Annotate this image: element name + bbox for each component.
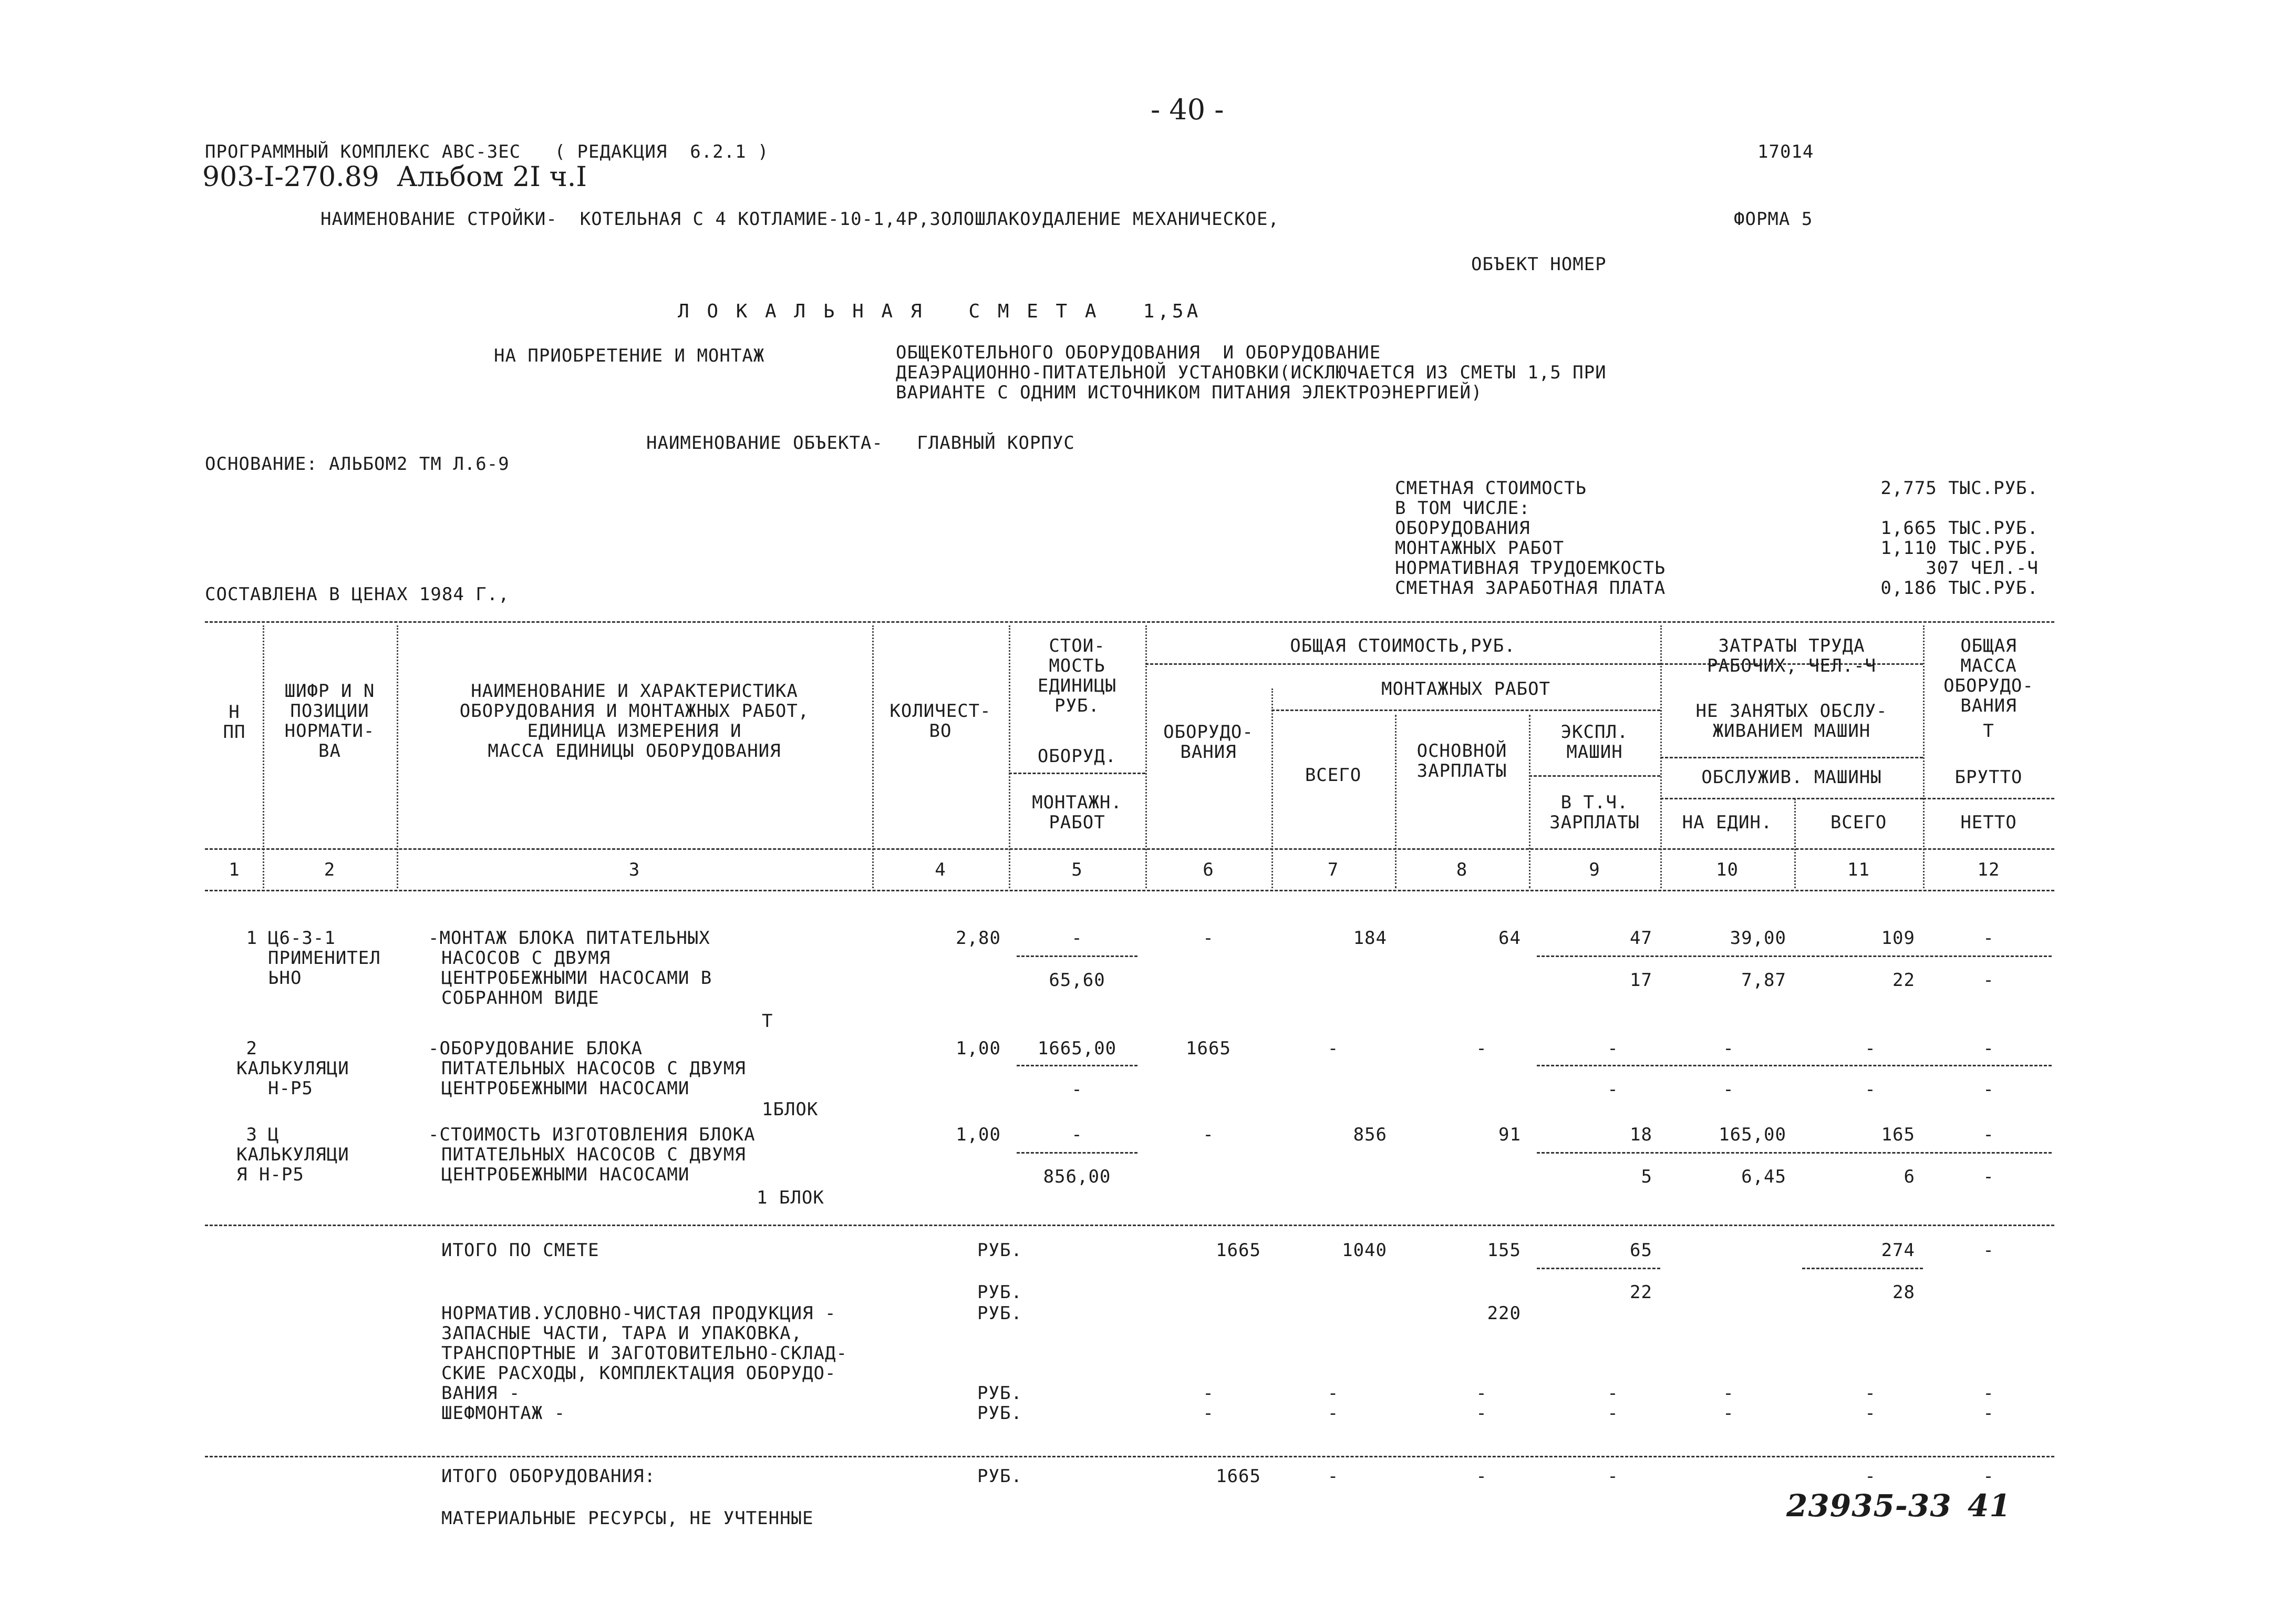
empty-value: -	[1865, 1466, 1876, 1487]
column-number: 1	[229, 859, 240, 880]
equipment-total-label: ИТОГО ОБОРУДОВАНИЯ:	[441, 1466, 656, 1487]
col-header-netto: НЕТТО	[1960, 812, 2017, 833]
header-inner-rule	[1660, 798, 1923, 799]
compiled-prices: СОСТАВЛЕНА В ЦЕНАХ 1984 Г.,	[205, 584, 510, 605]
row-number: 2	[246, 1038, 257, 1059]
col-header-total: ВСЕГО	[1305, 765, 1362, 786]
page-number: - 40 -	[1151, 93, 1224, 126]
col-header-machines: МАШИН	[1566, 742, 1623, 763]
totals-total: 1040	[1342, 1240, 1387, 1261]
handwritten-page-number: 41	[1968, 1488, 2011, 1524]
row-brutto: -	[1983, 928, 1994, 949]
album-reference: 903-I-270.89 Альбом 2I ч.I	[202, 161, 587, 193]
row-unit: 1 БЛОК	[757, 1187, 824, 1208]
row-price-equipment: -	[1071, 928, 1083, 949]
purpose-line: ВАРИАНТЕ С ОДНИМ ИСТОЧНИКОМ ПИТАНИЯ ЭЛЕКТРОЭНЕРГИЕЙ)	[896, 382, 1483, 403]
col-header-per-unit: НА ЕДИН.	[1682, 812, 1773, 833]
col-header-qty: КОЛИЧЕСТ-	[890, 701, 991, 722]
col-header-price: РУБ.	[1054, 695, 1100, 716]
summary-label: СМЕТНАЯ СТОИМОСТЬ	[1395, 478, 1587, 499]
estimate-title: Л О К А Л Ь Н А Я С М Е Т А 1,5А	[678, 301, 1202, 322]
col-header-price: ОБОРУД.	[1037, 746, 1117, 767]
totals-unit: РУБ.	[977, 1240, 1022, 1261]
header-inner-rule	[1009, 773, 1145, 774]
normative-line: ВАНИЯ -	[441, 1383, 521, 1404]
col-header-labor: НЕ ЗАНЯТЫХ ОБСЛУ-	[1695, 701, 1888, 722]
normative-unit: РУБ.	[977, 1303, 1022, 1324]
normative-unit: РУБ.	[977, 1403, 1022, 1424]
row-price-equipment: -	[1071, 1124, 1083, 1145]
summary-value: 2,775 ТЫС.РУБ.	[1880, 478, 2039, 499]
row-name: ПИТАТЕЛЬНЫХ НАСОСОВ С ДВУМЯ	[441, 1144, 746, 1165]
normative-line: ЗАПАСНЫЕ ЧАСТИ, ТАРА И УПАКОВКА,	[441, 1323, 803, 1344]
row-machines: 18	[1630, 1124, 1652, 1145]
col-header-price: МОСТЬ	[1049, 655, 1105, 676]
totals-labor: 274	[1881, 1240, 1915, 1261]
col-header-equipment: ОБОРУДО-	[1163, 722, 1254, 743]
row-qty: 1,00	[956, 1038, 1001, 1059]
row-name: НАСОСОВ С ДВУМЯ	[441, 948, 611, 969]
header-rule	[205, 848, 2054, 850]
row-name: -СТОИМОСТЬ ИЗГОТОВЛЕНИЯ БЛОКА	[428, 1124, 756, 1145]
row-unit: 1БЛОК	[762, 1099, 819, 1120]
row-salary: 91	[1498, 1124, 1521, 1145]
col-header-code: ШИФР И N	[284, 681, 375, 702]
col-header-qty: ВО	[929, 721, 952, 742]
empty-value: -	[1983, 1383, 1994, 1404]
empty-value: -	[1983, 1403, 1994, 1424]
col-header-mass: МАССА	[1960, 655, 2017, 676]
row-labor-unit: 6,45	[1741, 1166, 1786, 1187]
summary-value: 1,110 ТЫС.РУБ.	[1880, 538, 2039, 559]
row-labor-unit: -	[1723, 1038, 1734, 1059]
col-header-price: РАБОТ	[1049, 812, 1105, 833]
table-top-rule	[205, 621, 2054, 623]
row-labor-total: -	[1865, 1079, 1876, 1100]
normative-unit: РУБ.	[977, 1383, 1022, 1404]
col-header-mass: ОБОРУДО-	[1943, 675, 2034, 696]
col-header-salary: ЗАРПЛАТЫ	[1416, 760, 1507, 782]
row-salary: -	[1476, 1038, 1487, 1059]
empty-value: -	[1476, 1466, 1487, 1487]
col-header-machines: В Т.Ч.	[1560, 792, 1629, 813]
empty-value: -	[1607, 1383, 1619, 1404]
summary-value: 0,186 ТЫС.РУБ.	[1880, 578, 2039, 599]
totals-machines: 65	[1630, 1240, 1652, 1261]
purpose-line: ОБЩЕКОТЕЛЬНОГО ОБОРУДОВАНИЯ И ОБОРУДОВАНИЕ	[896, 342, 1381, 363]
summary-label: В ТОМ ЧИСЛЕ:	[1395, 498, 1530, 519]
row-labor-unit: 7,87	[1741, 970, 1786, 991]
cell-divider	[1017, 1065, 1137, 1066]
column-number: 9	[1589, 859, 1600, 880]
summary-label: СМЕТНАЯ ЗАРАБОТНАЯ ПЛАТА	[1395, 578, 1666, 599]
empty-value: -	[1327, 1383, 1339, 1404]
row-price-equipment: 1665,00	[1037, 1038, 1117, 1059]
row-brutto: -	[1983, 1038, 1994, 1059]
row-code: КАЛЬКУЛЯЦИ	[236, 1144, 349, 1165]
col-header-price: СТОИ-	[1049, 635, 1105, 656]
row-machines: 47	[1630, 928, 1652, 949]
purpose-label: НА ПРИОБРЕТЕНИЕ И МОНТАЖ	[494, 345, 765, 366]
totals-equipment: 1665	[1216, 1240, 1261, 1261]
col-header-name: НАИМЕНОВАНИЕ И ХАРАКТЕРИСТИКА	[471, 681, 798, 702]
col-header-name: ОБОРУДОВАНИЯ И МОНТАЖНЫХ РАБОТ,	[459, 701, 810, 722]
object-number: ОБЪЕКТ НОМЕР	[1471, 254, 1607, 275]
col-header-mass: ВАНИЯ	[1960, 695, 2017, 716]
header-inner-rule	[1145, 663, 1660, 665]
col-header-machines: ЭКСПЛ.	[1560, 722, 1629, 743]
header-inner-rule	[1660, 757, 1923, 758]
empty-value: -	[1203, 1403, 1214, 1424]
normative-line: ШЕФМОНТАЖ -	[441, 1403, 566, 1424]
row-name: ЦЕНТРОБЕЖНЫМИ НАСОСАМИ В	[441, 968, 712, 989]
cell-divider	[1537, 955, 2052, 957]
row-netto: -	[1983, 970, 1994, 991]
row-code: Я Н-Р5	[236, 1164, 304, 1185]
column-divider	[1271, 688, 1273, 888]
cell-divider	[1537, 1065, 2052, 1066]
col-header-mass: Т	[1983, 721, 1994, 742]
summary-label: МОНТАЖНЫХ РАБОТ	[1395, 538, 1565, 559]
summary-value: 1,665 ТЫС.РУБ.	[1880, 518, 2039, 539]
row-machines: -	[1607, 1038, 1619, 1059]
row-name: ЦЕНТРОБЕЖНЫМИ НАСОСАМИ	[441, 1078, 690, 1099]
totals-machines-salary: 22	[1630, 1282, 1652, 1303]
col-header-labor-total: ВСЕГО	[1830, 812, 1887, 833]
row-name: -ОБОРУДОВАНИЕ БЛОКА	[428, 1038, 643, 1059]
empty-value: -	[1865, 1383, 1876, 1404]
summary-label: НОРМАТИВНАЯ ТРУДОЕМКОСТЬ	[1395, 558, 1666, 579]
header-inner-rule	[1529, 775, 1660, 777]
handwritten-archive-number: 23935-33	[1786, 1488, 1952, 1524]
col-header-mass: ОБЩАЯ	[1960, 635, 2017, 656]
construction-name: НАИМЕНОВАНИЕ СТРОЙКИ- КОТЕЛЬНАЯ С 4 КОТЛАМИЕ-10-1,4Р,ЗОЛОШЛАКОУДАЛЕНИЕ МЕХАНИЧЕСКОЕ,	[320, 209, 1279, 230]
row-qty: 2,80	[956, 928, 1001, 949]
column-number: 12	[1977, 859, 2000, 880]
row-labor-unit: -	[1723, 1079, 1734, 1100]
row-netto: -	[1983, 1166, 1994, 1187]
cell-divider	[1537, 1152, 2052, 1154]
empty-value: -	[1865, 1403, 1876, 1424]
normative-value: 220	[1487, 1303, 1521, 1324]
row-total: 856	[1353, 1124, 1387, 1145]
equipment-total-unit: РУБ.	[977, 1466, 1022, 1487]
summary-value: 307 ЧЕЛ.-Ч	[1926, 558, 2039, 579]
column-number: 4	[935, 859, 946, 880]
totals-label: ИТОГО ПО СМЕТЕ	[441, 1240, 599, 1261]
empty-value: -	[1607, 1403, 1619, 1424]
col-header-brutto: БРУТТО	[1954, 767, 2023, 788]
empty-value: -	[1607, 1466, 1619, 1487]
totals-mass: -	[1983, 1240, 1994, 1261]
empty-value: -	[1723, 1403, 1734, 1424]
col-header-salary: ОСНОВНОЙ	[1416, 741, 1507, 762]
column-number: 8	[1456, 859, 1468, 880]
col-header-num: Н	[229, 702, 240, 723]
col-header-equipment: ВАНИЯ	[1180, 742, 1237, 763]
row-name: -МОНТАЖ БЛОКА ПИТАТЕЛЬНЫХ	[428, 928, 710, 949]
object-name: НАИМЕНОВАНИЕ ОБЪЕКТА- ГЛАВНЫЙ КОРПУС	[646, 433, 1075, 454]
items-end-rule	[205, 1225, 2054, 1226]
column-number: 7	[1327, 859, 1339, 880]
column-number-rule	[205, 890, 2054, 891]
col-header-name: ЕДИНИЦА ИЗМЕРЕНИЯ И	[527, 721, 742, 742]
empty-value: -	[1327, 1466, 1339, 1487]
column-number: 6	[1203, 859, 1214, 880]
column-number: 2	[324, 859, 336, 880]
totals-rule	[205, 1456, 2054, 1457]
row-netto: -	[1983, 1079, 1994, 1100]
row-code: КАЛЬКУЛЯЦИ	[236, 1058, 349, 1079]
row-equipment: -	[1203, 928, 1214, 949]
column-number: 11	[1847, 859, 1870, 880]
row-number: 1	[246, 928, 257, 949]
row-number: 3	[246, 1124, 257, 1145]
col-header-labor: ЖИВАНИЕМ МАШИН	[1712, 721, 1871, 742]
col-header-machines: ЗАРПЛАТЫ	[1549, 812, 1640, 833]
row-name: СОБРАННОМ ВИДЕ	[441, 988, 599, 1009]
column-number: 3	[628, 859, 640, 880]
cell-divider	[1017, 955, 1137, 957]
cell-divider	[1537, 1268, 1660, 1269]
row-machines-salary: -	[1607, 1079, 1619, 1100]
empty-value: -	[1476, 1403, 1487, 1424]
col-header-num: ПП	[223, 722, 246, 743]
row-name: ЦЕНТРОБЕЖНЫМИ НАСОСАМИ	[441, 1164, 690, 1185]
empty-value: -	[1327, 1403, 1339, 1424]
col-header-price: ЕДИНИЦЫ	[1037, 675, 1117, 696]
program-line: ПРОГРАММНЫЙ КОМПЛЕКС АВС-3ЕС ( РЕДАКЦИЯ 6.2.1 )	[205, 141, 769, 162]
row-price-montage: 856,00	[1043, 1166, 1111, 1187]
row-labor-total: -	[1865, 1038, 1876, 1059]
row-code: ЬНО	[268, 968, 302, 989]
row-total: -	[1327, 1038, 1339, 1059]
row-equipment: -	[1203, 1124, 1214, 1145]
purpose-line: ДЕАЭРАЦИОННО-ПИТАТЕЛЬНОЙ УСТАНОВКИ(ИСКЛЮЧАЕТСЯ ИЗ СМЕТЫ 1,5 ПРИ	[896, 362, 1607, 383]
row-code: Ц6-3-1	[268, 928, 336, 949]
empty-value: -	[1723, 1383, 1734, 1404]
row-unit: Т	[762, 1011, 773, 1032]
normative-line: НОРМАТИВ.УСЛОВНО-ЧИСТАЯ ПРОДУКЦИЯ -	[441, 1303, 836, 1324]
row-labor-unit: 39,00	[1730, 928, 1786, 949]
row-code: ПРИМЕНИТЕЛ	[268, 948, 381, 969]
row-qty: 1,00	[956, 1124, 1001, 1145]
row-salary: 64	[1498, 928, 1521, 949]
row-price-montage: 65,60	[1049, 970, 1105, 991]
empty-value: -	[1203, 1383, 1214, 1404]
summary-label: ОБОРУДОВАНИЯ	[1395, 518, 1530, 539]
header-inner-rule	[1271, 710, 1660, 711]
row-labor-total: 109	[1881, 928, 1915, 949]
normative-line: ТРАНСПОРТНЫЕ И ЗАГОТОВИТЕЛЬНО-СКЛАД-	[441, 1343, 847, 1364]
row-labor-unit: 165,00	[1719, 1124, 1786, 1145]
col-header-code: НОРМАТИ-	[284, 721, 375, 742]
cell-divider	[1017, 1152, 1137, 1154]
footer-text: МАТЕРИАЛЬНЫЕ РЕСУРСЫ, НЕ УЧТЕННЫЕ	[441, 1508, 814, 1529]
normative-line: СКИЕ РАСХОДЫ, КОМПЛЕКТАЦИЯ ОБОРУДО-	[441, 1363, 836, 1384]
totals-salary: 155	[1487, 1240, 1521, 1261]
row-machines-salary: 17	[1630, 970, 1652, 991]
basis: ОСНОВАНИЕ: АЛЬБОМ2 ТМ Л.6-9	[205, 454, 510, 475]
totals-unit: РУБ.	[977, 1282, 1022, 1303]
column-number: 5	[1071, 859, 1083, 880]
col-header-price: МОНТАЖН.	[1032, 792, 1122, 813]
row-labor-total: 165	[1881, 1124, 1915, 1145]
col-header-name: МАССА ЕДИНИЦЫ ОБОРУДОВАНИЯ	[488, 741, 781, 762]
row-code: Ц	[268, 1124, 280, 1145]
empty-value: -	[1983, 1466, 1994, 1487]
col-header-total-cost: ОБЩАЯ СТОИМОСТЬ,РУБ.	[1290, 635, 1516, 656]
column-divider	[872, 625, 874, 888]
form-number: ФОРМА 5	[1734, 209, 1813, 230]
col-header-code: ПОЗИЦИИ	[290, 701, 369, 722]
col-header-code: ВА	[318, 741, 341, 762]
doc-number: 17014	[1757, 141, 1814, 162]
col-header-labor: ЗАТРАТЫ ТРУДА	[1718, 635, 1865, 656]
row-brutto: -	[1983, 1124, 1994, 1145]
totals-labor: 28	[1892, 1282, 1915, 1303]
col-header-labor: ОБСЛУЖИВ. МАШИНЫ	[1701, 767, 1882, 788]
equipment-total-value: 1665	[1216, 1466, 1261, 1487]
row-equipment: 1665	[1186, 1038, 1231, 1059]
row-machines-salary: 5	[1641, 1166, 1652, 1187]
row-labor-total: 22	[1892, 970, 1915, 991]
row-labor-total: 6	[1904, 1166, 1915, 1187]
header-inner-rule	[1923, 798, 2054, 799]
column-number: 10	[1716, 859, 1739, 880]
row-total: 184	[1353, 928, 1387, 949]
col-header-labor: РАБОЧИХ, ЧЕЛ.-Ч	[1707, 655, 1877, 676]
col-header-montage: МОНТАЖНЫХ РАБОТ	[1381, 679, 1551, 700]
cell-divider	[1802, 1268, 1923, 1269]
row-code: Н-Р5	[268, 1078, 313, 1099]
empty-value: -	[1476, 1383, 1487, 1404]
row-price-montage: -	[1071, 1079, 1083, 1100]
row-name: ПИТАТЕЛЬНЫХ НАСОСОВ С ДВУМЯ	[441, 1058, 746, 1079]
